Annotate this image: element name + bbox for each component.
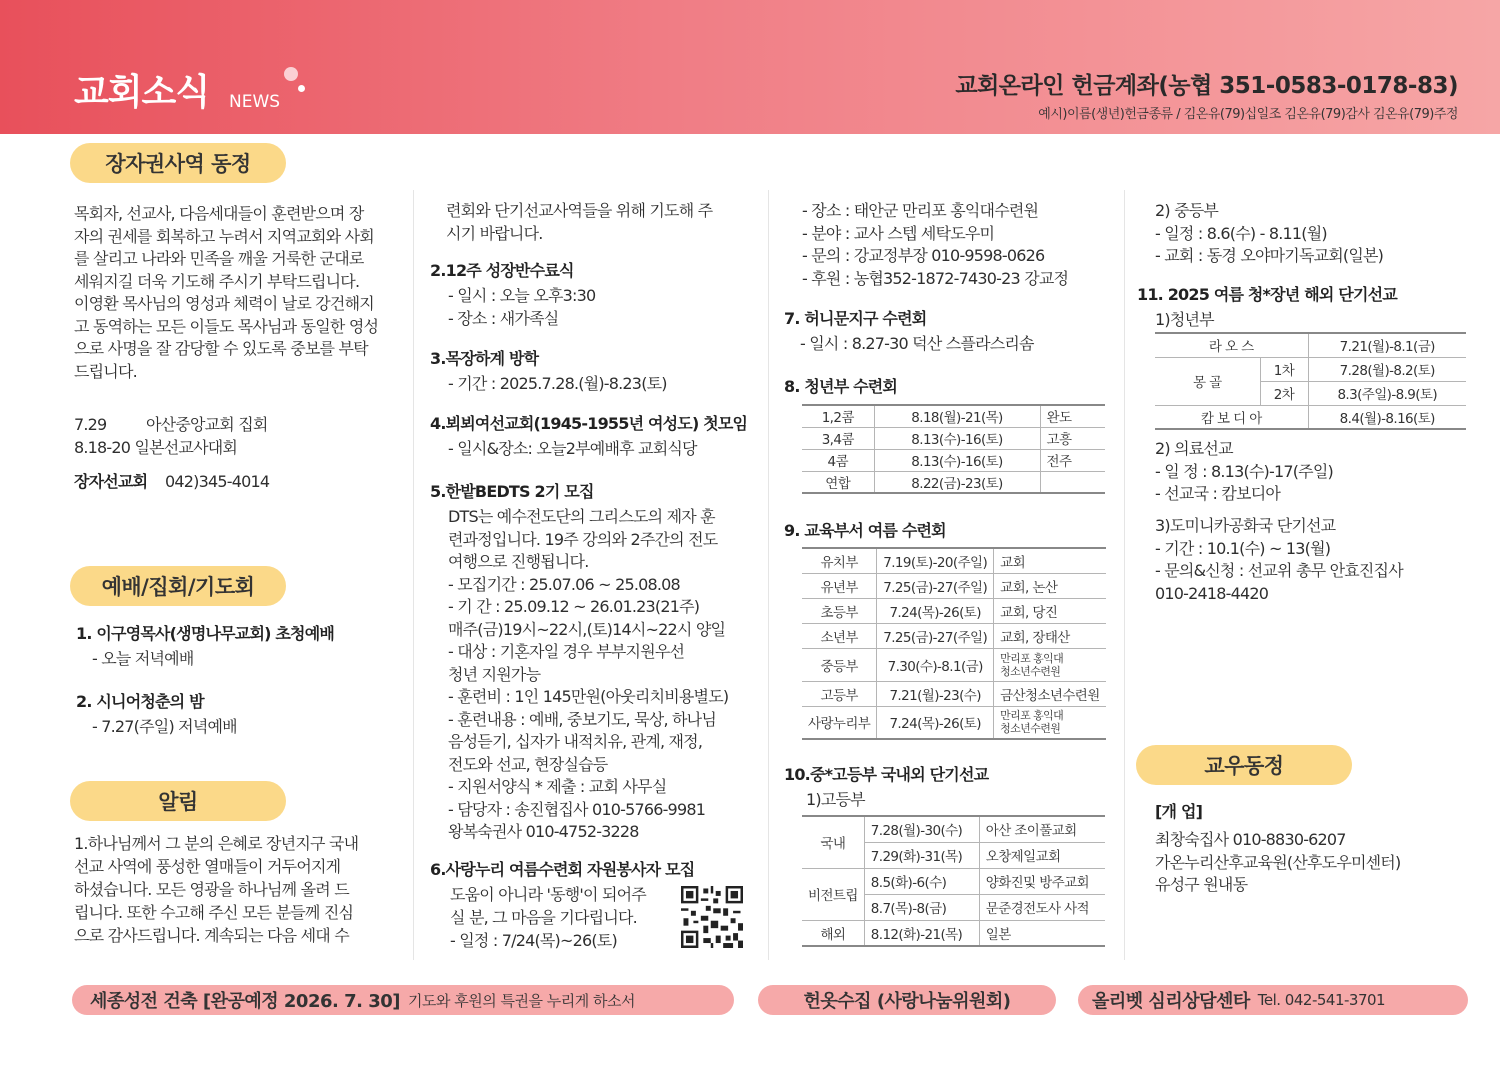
footer-building <box>72 985 734 1015</box>
table-cell: 8.22(금)-23(토) <box>874 471 1040 493</box>
worship-item-sub: - 오늘 저녁예배 <box>92 649 194 668</box>
table-cell: 연합 <box>802 471 874 493</box>
dts-line: - 훈련비 : 1인 145만원(아웃리치비용별도) <box>448 687 729 706</box>
table-cell: 4콤 <box>802 449 874 471</box>
offering-example: 예시)이름(생년)헌금종류 / 김온유(79)십일조 김온유(79)감사 김온유(79)주정 <box>1038 107 1458 122</box>
dts-line: - 훈련내용 : 예배, 중보기도, 묵상, 하나님 <box>448 709 716 729</box>
column-divider <box>1124 190 1125 960</box>
table-cell: 2차 <box>1260 381 1308 405</box>
table-cell: 7.21(월)-8.1(금) <box>1308 333 1466 357</box>
table-cell: 문준경전도사 사적 <box>979 894 1105 920</box>
item-title: 8. 청년부 수련회 <box>784 377 898 396</box>
table-cell: 몽 골 <box>1155 357 1260 405</box>
item-line: - 일정 : 7/24(목)~26(토) <box>450 931 617 950</box>
contact-name: 장자선교회 <box>74 472 148 491</box>
highschool-mission-table <box>802 815 1105 947</box>
table-row <box>1155 357 1466 381</box>
table-cell: 고흥 <box>1040 427 1105 449</box>
paragraph-line: 고 동역하는 모든 이들도 목사님과 동일한 영성 <box>74 316 379 336</box>
table-cell: 8.3(주일)-8.9(토) <box>1308 381 1466 405</box>
footer-building-sub: 기도와 후원의 특권을 누리게 하소서 <box>408 991 635 1010</box>
table-cell: 7.28(월)-8.2(토) <box>1308 357 1466 381</box>
item-sub: 1)청년부 <box>1155 310 1214 329</box>
table-cell: 교회, 장태산 <box>994 623 1106 648</box>
table-row <box>802 548 1106 573</box>
item-title: 11. 2025 여름 청*장년 해외 단기선교 <box>1137 285 1397 304</box>
info-line: - 일 정 : 8.13(수)-17(주일) <box>1155 461 1333 481</box>
table-cell: 8.13(수)-16(토) <box>874 427 1040 449</box>
item-line: - 장소 : 새가족실 <box>448 309 559 328</box>
table-cell: 1차 <box>1260 357 1308 381</box>
table-row <box>1155 333 1466 357</box>
info-line: - 문의&신청 : 선교위 총무 안효진집사 <box>1155 561 1403 580</box>
paragraph-line: 를 살리고 나라와 민족을 깨울 거룩한 군대로 <box>74 249 364 268</box>
table-cell: 교회, 당진 <box>994 598 1106 623</box>
table-cell: 고등부 <box>802 681 877 706</box>
paragraph-line: 시기 바랍니다. <box>446 224 543 243</box>
info-line: - 문의 : 강교정부장 010-9598-0626 <box>802 246 1045 265</box>
table-row <box>802 449 1105 471</box>
item-line: - 일시 : 8.27-30 덕산 스플라스리솜 <box>800 334 1034 353</box>
table-cell: 7.30(수)-8.1(금) <box>877 648 994 681</box>
table-cell: 전주 <box>1040 449 1105 471</box>
table-row <box>802 405 1105 427</box>
header-banner <box>0 0 1500 134</box>
info-line: 2) 중등부 <box>1155 201 1219 220</box>
table-cell: 8.13(수)-16(토) <box>874 449 1040 471</box>
biz-line: 유성구 원내동 <box>1155 875 1248 894</box>
table-cell: 1,2콤 <box>802 405 874 427</box>
footer-counseling-tel: Tel. 042-541-3701 <box>1257 991 1386 1009</box>
table-cell: 8.7(목)-8(금) <box>864 894 979 920</box>
dts-line: - 담당자 : 송진협집사 010-5766-9981 <box>448 799 706 819</box>
table-cell: 소년부 <box>802 623 877 648</box>
info-line: - 일정 : 8.6(수) - 8.11(월) <box>1155 223 1327 243</box>
table-row <box>802 471 1105 493</box>
footer-clothes <box>758 985 1056 1015</box>
dts-line: 매주(금)19시~22시,(토)14시~22시 양일 <box>448 619 726 639</box>
table-cell: 국내 <box>802 816 864 868</box>
item-title: 10.중*고등부 국내외 단기선교 <box>784 765 989 784</box>
paragraph-line: 목회자, 선교사, 다음세대들이 훈련받으며 장 <box>74 204 364 223</box>
table-row <box>802 427 1105 449</box>
item-title: 5.한밭BEDTS 2기 모집 <box>430 482 594 501</box>
page-title: 교회소식 <box>74 72 210 113</box>
table-cell: 8.5(화)-6(수) <box>864 868 979 894</box>
dts-line: - 기 간 : 25.09.12 ~ 26.01.23(21주) <box>448 597 700 616</box>
table-cell: 초등부 <box>802 598 877 623</box>
worship-item-title: 1. 이구영목사(생명나무교회) 초청예배 <box>76 624 335 643</box>
item-sub: 1)고등부 <box>806 790 865 809</box>
paragraph-line: 으로 사명을 잘 감당할 수 있도록 중보를 부탁 <box>74 339 368 358</box>
table-row <box>1155 405 1466 429</box>
table-cell: 8.12(화)-21(목) <box>864 920 979 946</box>
item-title: 4.뵈뵈여선교회(1945-1955년 여성도) 첫모임 <box>430 414 748 433</box>
table-cell: 라 오 스 <box>1155 333 1308 357</box>
info-line: - 후원 : 농협352-1872-7430-23 강교정 <box>802 268 1069 288</box>
table-cell: 7.25(금)-27(주일) <box>877 623 994 648</box>
notice-line: 1.하나님께서 그 분의 은혜로 장년지구 국내 <box>74 834 359 853</box>
qr-code-icon[interactable] <box>681 886 743 948</box>
schedule-item: 8.18-20 일본선교사대회 <box>74 438 238 457</box>
dts-line: 여행으로 진행됩니다. <box>448 552 589 571</box>
table-row <box>802 868 1105 894</box>
table-cell: 완도 <box>1040 405 1105 427</box>
table-cell: 7.19(토)-20(주일) <box>877 548 994 573</box>
dts-line: 전도와 선교, 현장실습등 <box>448 754 608 774</box>
table-row <box>802 623 1106 648</box>
table-row <box>802 706 1106 739</box>
decor-dot-small-icon <box>298 85 305 92</box>
notice-line: 선교 사역에 풍성한 열매들이 거두어지게 <box>74 857 341 876</box>
table-cell: 캄 보 디 아 <box>1155 405 1308 429</box>
item-title: 9. 교육부서 여름 수련회 <box>784 521 946 540</box>
table-cell: 아산 조이풀교회 <box>979 816 1105 842</box>
table-row <box>802 598 1106 623</box>
decor-dot-icon <box>284 67 298 81</box>
dts-line: 음성듣기, 십자가 내적치유, 관계, 재정, <box>448 732 703 751</box>
info-line: - 기간 : 10.1(수) ~ 13(월) <box>1155 538 1331 558</box>
table-row <box>802 816 1105 842</box>
table-cell: 비전트립 <box>802 868 864 920</box>
table-row <box>802 573 1106 598</box>
info-line: 2) 의료선교 <box>1155 439 1233 458</box>
education-retreat-table <box>802 547 1106 740</box>
table-cell: 7.24(목)-26(토) <box>877 706 994 739</box>
contact-tel: 042)345-4014 <box>165 472 270 491</box>
table-cell: 7.25(금)-27(주일) <box>877 573 994 598</box>
info-line: 010-2418-4420 <box>1155 583 1269 603</box>
notice-line: 으로 감사드립니다. 계속되는 다음 세대 수 <box>74 926 349 945</box>
item-title: 3.목장하계 방학 <box>430 349 539 368</box>
section-pill-notice: 알림 <box>70 781 286 821</box>
footer-counseling <box>1078 985 1468 1015</box>
table-cell: 중등부 <box>802 648 877 681</box>
table-cell: 유치부 <box>802 548 877 573</box>
table-cell: 해외 <box>802 920 864 946</box>
dts-line: - 대상 : 기혼자일 경우 부부지원우선 <box>448 642 685 661</box>
section-pill-worship: 예배/집회/기도회 <box>70 566 286 606</box>
table-cell: 사랑누리부 <box>802 706 877 739</box>
notice-line: 하셨습니다. 모든 영광을 하나님께 올려 드 <box>74 880 349 899</box>
info-line: - 선교국 : 캄보디아 <box>1155 484 1281 503</box>
adult-mission-table <box>1155 332 1466 430</box>
dts-line: DTS는 예수전도단의 그리스도의 제자 훈 <box>448 507 715 526</box>
table-cell: 오창제일교회 <box>979 842 1105 868</box>
table-cell: 만리포 홍익대 청소년수련원 <box>994 706 1106 739</box>
footer-clothes-title: 헌옷수집 (사랑나눔위원회) <box>803 991 1011 1012</box>
table-cell: 교회 <box>994 548 1106 573</box>
info-line: - 교회 : 동경 오야마기독교회(일본) <box>1155 246 1384 265</box>
info-line: - 분야 : 교사 스텝 세탁도우미 <box>802 223 995 243</box>
youth-retreat-table <box>802 404 1105 494</box>
info-line: 3)도미니카공화국 단기선교 <box>1155 516 1336 535</box>
footer-counseling-title: 올리벳 심리상담센타 <box>1092 991 1250 1012</box>
table-row <box>802 681 1106 706</box>
schedule-text: 아산중앙교회 집회 <box>146 415 268 434</box>
section-pill-jangja: 장자권사역 동정 <box>70 143 286 183</box>
item-title: 7. 허니문지구 수련회 <box>784 309 927 328</box>
dts-line: 왕복숙권사 010-4752-3228 <box>448 822 639 841</box>
biz-line: 가온누리산후교육원(산후도우미센터) <box>1155 852 1401 872</box>
dts-line: 청년 지원가능 <box>448 664 541 684</box>
item-line: - 일시 : 오늘 오후3:30 <box>448 286 596 305</box>
table-cell: 8.18(월)-21(목) <box>874 405 1040 427</box>
biz-line: 최창숙집사 010-8830-6207 <box>1155 830 1346 849</box>
news-label: NEWS <box>229 92 281 112</box>
section-pill-members: 교우동정 <box>1136 745 1352 785</box>
notice-line: 립니다. 또한 수고해 주신 모든 분들께 진심 <box>74 903 354 922</box>
table-cell: 7.21(월)-23(수) <box>877 681 994 706</box>
table-cell: 7.24(목)-26(토) <box>877 598 994 623</box>
item-line: - 일시&장소: 오늘2부예배후 교회식당 <box>448 439 697 458</box>
table-cell: 일본 <box>979 920 1105 946</box>
table-row <box>802 920 1105 946</box>
table-cell: 3,4콤 <box>802 427 874 449</box>
schedule-date: 7.29 <box>74 415 107 434</box>
offering-account: 교회온라인 헌금계좌(농협 351-0583-0178-83) <box>955 73 1458 99</box>
paragraph-line: 세워지길 더욱 기도해 주시기 부탁드립니다. <box>74 271 360 291</box>
paragraph-line: 드립니다. <box>74 361 137 381</box>
table-cell: 만리포 홍익대 청소년수련원 <box>994 648 1106 681</box>
item-line: 도움이 아니라 '동행'이 되어주 <box>450 885 646 904</box>
table-row <box>802 648 1106 681</box>
info-line: - 장소 : 태안군 만리포 홍익대수련원 <box>802 201 1039 220</box>
column-divider <box>413 190 414 960</box>
biz-title: [개 업] <box>1155 802 1203 821</box>
worship-item-title: 2. 시니어청춘의 밤 <box>76 692 204 711</box>
table-cell: 유년부 <box>802 573 877 598</box>
item-line: - 기간 : 2025.7.28.(월)-8.23(토) <box>448 374 667 393</box>
table-cell <box>1040 471 1105 493</box>
column-divider <box>768 190 769 960</box>
worship-item-sub: - 7.27(주일) 저녁예배 <box>92 717 237 736</box>
table-cell: 양화진및 방주교회 <box>979 868 1105 894</box>
dts-line: 련과정입니다. 19주 강의와 2주간의 전도 <box>448 529 718 549</box>
paragraph-line: 련회와 단기선교사역들을 위해 기도해 주 <box>446 201 713 220</box>
paragraph-line: 이영환 목사님의 영성과 체력이 날로 강건해지 <box>74 294 374 313</box>
item-line: 실 분, 그 마음을 기다립니다. <box>450 908 637 927</box>
table-cell: 교회, 논산 <box>994 573 1106 598</box>
table-cell: 8.4(월)-8.16(토) <box>1308 405 1466 429</box>
table-cell: 금산청소년수련원 <box>994 681 1106 706</box>
footer-building-title: 세종성전 건축 [완공예정 2026. 7. 30] <box>90 991 401 1012</box>
dts-line: - 지원서양식 * 제출 : 교회 사무실 <box>448 777 667 796</box>
table-cell: 7.28(월)-30(수) <box>864 816 979 842</box>
dts-line: - 모집기간 : 25.07.06 ~ 25.08.08 <box>448 574 680 594</box>
paragraph-line: 자의 권세를 회복하고 누려서 지역교회와 사회 <box>74 226 374 246</box>
table-cell: 7.29(화)-31(목) <box>864 842 979 868</box>
item-title: 6.사랑누리 여름수련회 자원봉사자 모집 <box>430 860 695 879</box>
item-title: 2.12주 성장반수료식 <box>430 261 574 280</box>
